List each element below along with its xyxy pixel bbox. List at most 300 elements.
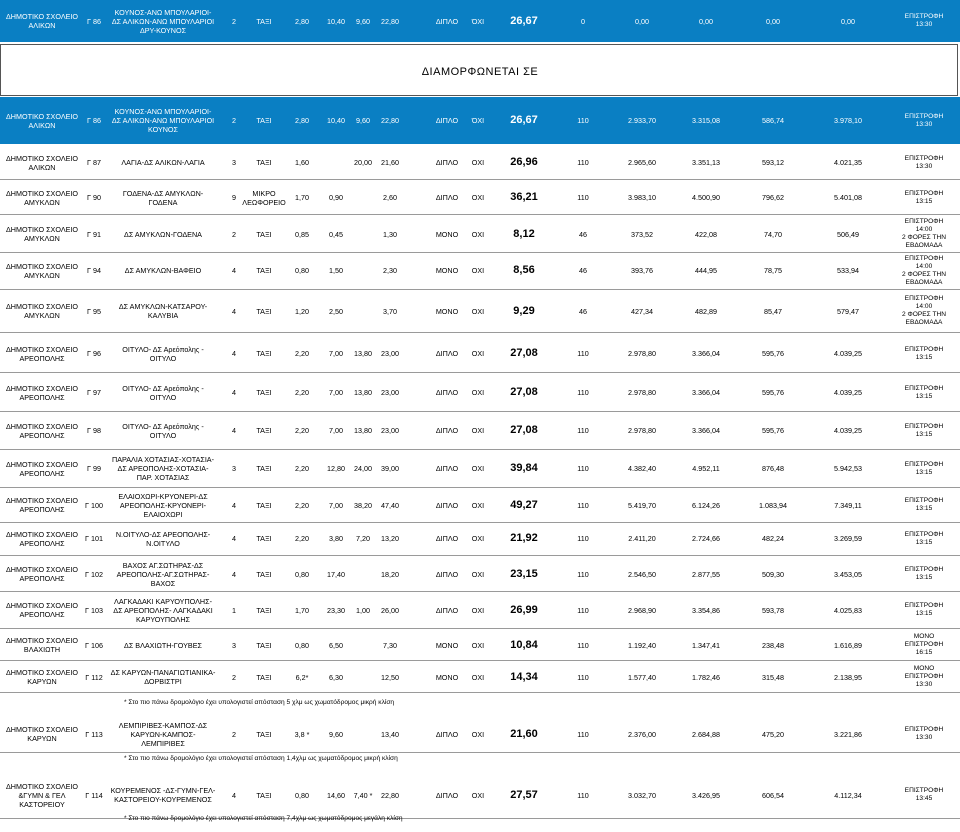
vehicle-type-cell: ΤΑΞΙ — [256, 158, 272, 167]
route-code-cell: Γ 94 — [87, 266, 101, 275]
cost-gross-cell: 3.315,08 — [692, 116, 720, 125]
footnote-1: * Στο πιο πάνω δρομολόγιο έχει υπολογιστεί απόσταση 5 χλμ ως χωματόδρομος μικρή κλίση — [124, 699, 395, 706]
km-col-3: 13,80 — [354, 388, 372, 397]
school-cell: ΔΗΜΟΤΙΚΟ ΣΧΟΛΕΙΟ ΚΑΡΥΩΝ — [6, 725, 78, 743]
cost-vat-cell: 78,75 — [764, 266, 782, 275]
daily-price-cell: 49,27 — [510, 498, 538, 511]
cost-vat-cell: 0,00 — [766, 16, 780, 26]
row-divider — [0, 752, 960, 753]
table-row — [0, 290, 960, 332]
return-time-cell: ΕΠΙΣΤΡΟΦΗ 13:30 — [904, 13, 944, 28]
cost-total-cell: 579,47 — [837, 306, 859, 316]
km-col-2: 23,30 — [327, 605, 345, 615]
km-total-cell: 39,00 — [381, 464, 399, 473]
km-col-1: 2,20 — [295, 388, 309, 397]
km-col-1: 0,80 — [295, 266, 309, 275]
cost-total-cell: 5.942,53 — [834, 464, 862, 473]
escort-cell: ΟΧΙ — [471, 534, 485, 543]
cost-total-cell: 3.269,59 — [834, 534, 862, 543]
school-cell: ΔΗΜΟΤΙΚΟ ΣΧΟΛΕΙΟ ΑΛΙΚΩΝ — [6, 12, 78, 30]
km-col-1: 1,60 — [295, 158, 309, 167]
route-name-cell: ΛΑΓΙΑ-ΔΣ ΑΛΙΚΩΝ-ΛΑΓΙΑ — [121, 158, 205, 167]
cost-vat-cell: 606,54 — [762, 790, 784, 800]
route-name-cell: ΟΙΤΥΛΟ- ΔΣ Αρεόπολης - ΟΙΤΥΛΟ — [122, 344, 204, 363]
km-col-1: 2,80 — [295, 116, 309, 125]
km-col-5 — [404, 374, 430, 411]
vehicle-type-cell: ΤΑΞΙ — [256, 640, 272, 650]
vehicle-type-cell: ΤΑΞΙ — [256, 266, 272, 275]
cost-gross-cell: 1.347,41 — [692, 640, 720, 650]
km-col-5 — [404, 146, 430, 179]
cost-net-cell: 1.577,40 — [628, 672, 656, 682]
route-code-cell: Γ 97 — [87, 388, 101, 397]
km-col-3 — [350, 557, 376, 591]
km-col-2: 6,50 — [329, 640, 343, 650]
days-cell: 46 — [579, 229, 587, 239]
direction-cell: ΔΙΠΛΟ — [435, 500, 459, 510]
km-col-5 — [404, 412, 430, 449]
table-row — [0, 488, 960, 522]
direction-cell: ΔΙΠΛΟ — [435, 158, 459, 167]
daily-price-cell: 23,15 — [510, 567, 538, 580]
cost-vat-cell: 482,24 — [762, 534, 784, 543]
table-row — [0, 216, 960, 252]
days-cell: 110 — [577, 464, 589, 473]
cost-net-cell: 2.376,00 — [628, 729, 656, 739]
km-col-3: 9,60 — [356, 16, 370, 26]
cost-vat-cell: 74,70 — [764, 229, 782, 239]
km-total-cell: 18,20 — [381, 569, 399, 579]
row-divider — [0, 660, 960, 661]
route-code-cell: Γ 112 — [85, 672, 103, 682]
vehicle-type-cell: ΤΑΞΙ — [256, 729, 272, 739]
route-name-cell: ΚΟΥΝΟΣ-ΑΝΩ ΜΠΟΥΛΑΡΙΟΙ- ΔΣ ΑΛΙΚΩΝ-ΑΝΩ ΜΠΟΥΛΑΡΙΟΙ ΚΟΥΝΟΣ — [111, 107, 215, 134]
vehicle-count-cell: 2 — [232, 16, 236, 26]
school-cell: ΔΗΜΟΤΙΚΟ ΣΧΟΛΕΙΟ ΑΡΕΟΠΟΛΗΣ — [6, 459, 78, 478]
km-col-5 — [404, 181, 430, 214]
vehicle-count-cell: 2 — [232, 672, 236, 682]
route-code-cell: Γ 90 — [87, 193, 101, 202]
km-col-3: 20,00 — [354, 158, 372, 167]
km-col-5 — [404, 662, 430, 692]
cost-gross-cell: 3.351,13 — [692, 158, 720, 167]
cost-gross-cell: 444,95 — [695, 266, 717, 275]
cost-total-cell: 4.039,25 — [834, 388, 862, 397]
route-code-cell: Γ 96 — [87, 349, 101, 358]
table-row — [0, 252, 960, 289]
km-col-1: 6,2* — [295, 672, 309, 682]
km-col-2: 14,60 — [327, 790, 345, 800]
escort-cell: ΟΧΙ — [471, 500, 485, 510]
return-time-cell: ΕΠΙΣΤΡΟΦΗ 13:15 — [904, 460, 944, 476]
cost-gross-cell: 3.366,04 — [692, 426, 720, 435]
cost-gross-cell: 0,00 — [699, 16, 713, 26]
cost-net-cell: 2.965,60 — [628, 158, 656, 167]
km-col-2: 17,40 — [327, 569, 345, 579]
km-col-3 — [350, 662, 376, 692]
row-divider — [0, 372, 960, 373]
km-col-2: 7,00 — [329, 426, 343, 435]
school-cell: ΔΗΜΟΤΙΚΟ ΣΧΟΛΕΙΟ ΑΡΕΟΠΟΛΗΣ — [6, 344, 78, 363]
km-col-2: 7,00 — [329, 349, 343, 358]
vehicle-count-cell: 2 — [232, 729, 236, 739]
km-col-3: 38,20 — [354, 500, 372, 510]
table-row — [0, 592, 960, 628]
km-total-cell: 22,80 — [381, 16, 399, 26]
days-cell: 110 — [577, 388, 589, 397]
cost-total-cell: 4.039,25 — [834, 349, 862, 358]
vehicle-count-cell: 4 — [232, 534, 236, 543]
daily-price-cell: 36,21 — [510, 191, 538, 203]
table-row — [0, 522, 960, 555]
km-total-cell: 12,50 — [381, 672, 399, 682]
school-cell: ΔΗΜΟΤΙΚΟ ΣΧΟΛΕΙΟ ΑΛΙΚΩΝ — [6, 111, 78, 130]
school-cell: ΔΗΜΟΤΙΚΟ ΣΧΟΛΕΙΟ ΑΜΥΚΛΩΝ — [6, 261, 78, 280]
return-time-cell: ΜΟΝΟ ΕΠΙΣΤΡΟΦΗ 13:30 — [904, 665, 944, 688]
km-col-5 — [404, 557, 430, 591]
escort-cell: ΟΧΙ — [471, 349, 485, 358]
cost-total-cell: 1.616,89 — [834, 640, 862, 650]
vehicle-type-cell: ΤΑΞΙ — [256, 500, 272, 510]
cost-total-cell: 4.112,34 — [834, 790, 862, 800]
route-code-cell: Γ 98 — [87, 426, 101, 435]
table-row — [0, 374, 960, 411]
km-col-1: 2,20 — [295, 464, 309, 473]
school-cell: ΔΗΜΟΤΙΚΟ ΣΧΟΛΕΙΟ &ΓΥΜΝ & ΓΕΛ ΚΑΣΤΟΡΕΙΟΥ — [6, 781, 78, 809]
vehicle-count-cell: 3 — [232, 640, 236, 650]
km-total-cell: 13,40 — [381, 729, 399, 739]
days-cell: 110 — [577, 500, 589, 510]
school-cell: ΔΗΜΟΤΙΚΟ ΣΧΟΛΕΙΟ ΑΡΕΟΠΟΛΗΣ — [6, 496, 78, 514]
km-col-5 — [404, 488, 430, 522]
km-col-2: 0,90 — [329, 193, 343, 202]
direction-cell: ΜΟΝΟ — [435, 306, 459, 316]
cost-gross-cell: 2.877,55 — [692, 569, 720, 579]
section-heading: ΔΙΑΜΟΡΦΩΝΕΤΑΙ ΣΕ — [421, 66, 539, 78]
km-col-3 — [350, 181, 376, 214]
cost-vat-cell: 595,76 — [762, 388, 784, 397]
escort-cell: ΌΧΙ — [471, 116, 485, 125]
escort-cell: ΟΧΙ — [471, 464, 485, 473]
row-divider — [0, 692, 960, 693]
vehicle-type-cell: ΤΑΞΙ — [256, 569, 272, 579]
vehicle-type-cell: ΤΑΞΙ — [256, 534, 272, 543]
km-col-1: 2,20 — [295, 534, 309, 543]
cost-vat-cell: 85,47 — [764, 306, 782, 316]
direction-cell: ΔΙΠΛΟ — [435, 534, 459, 543]
direction-cell: ΔΙΠΛΟ — [435, 790, 459, 800]
route-name-cell: ΔΣ ΑΜΥΚΛΩΝ-ΓΟΔΕΝΑ — [124, 229, 202, 239]
vehicle-count-cell: 4 — [232, 266, 236, 275]
vehicle-count-cell: 4 — [232, 306, 236, 316]
vehicle-type-cell: ΤΑΞΙ — [256, 426, 272, 435]
daily-price-cell: 26,67 — [510, 14, 538, 27]
cost-vat-cell: 595,76 — [762, 349, 784, 358]
route-code-cell: Γ 86 — [87, 16, 101, 26]
route-code-cell: Γ 99 — [87, 464, 101, 473]
vehicle-type-cell: ΤΑΞΙ — [256, 116, 272, 125]
escort-cell: ΟΧΙ — [471, 229, 485, 239]
daily-price-cell: 21,92 — [510, 532, 538, 544]
km-col-2: 3,80 — [329, 534, 343, 543]
daily-price-cell: 26,67 — [510, 114, 538, 126]
row-divider — [0, 555, 960, 556]
footnote-3: * Στο πιο πάνω δρομολόγιο έχει υπολογιστεί απόσταση 7,4χλμ ως χωματόδρομος μεγάλη κλίση — [124, 815, 403, 822]
return-time-cell: ΕΠΙΣΤΡΟΦΗ 14:00 2 ΦΟΡΕΣ ΤΗΝ ΕΒΔΟΜΑΔΑ — [901, 295, 947, 326]
cost-net-cell: 4.382,40 — [628, 464, 656, 473]
km-col-3: 9,60 — [356, 116, 370, 125]
cost-vat-cell: 1.083,94 — [759, 500, 787, 510]
daily-price-cell: 39,84 — [510, 462, 538, 474]
cost-net-cell: 2.978,80 — [628, 426, 656, 435]
km-total-cell: 13,20 — [381, 534, 399, 543]
route-code-cell: Γ 86 — [87, 116, 101, 125]
route-code-cell: Γ 87 — [87, 158, 101, 167]
route-code-cell: Γ 103 — [85, 605, 103, 615]
cost-total-cell: 4.021,35 — [834, 158, 862, 167]
table-row — [0, 557, 960, 591]
cost-gross-cell: 3.354,86 — [692, 605, 720, 615]
km-col-3 — [350, 630, 376, 660]
km-col-1: 2,20 — [295, 426, 309, 435]
route-name-cell: ΚΟΥΡΕΜΕΝΟΣ -ΔΣ-ΓΥΜΝ-ΓΕΛ- ΚΑΣΤΟΡΕΙΟΥ-ΚΟΥΡΕΜΕΝΟΣ — [110, 786, 216, 804]
return-time-cell: ΕΠΙΣΤΡΟΦΗ 14:00 2 ΦΟΡΕΣ ΤΗΝ ΕΒΔΟΜΑΔΑ — [901, 218, 947, 249]
direction-cell: ΔΙΠΛΟ — [435, 729, 459, 739]
km-col-2: 10,40 — [327, 116, 345, 125]
cost-total-cell: 0,00 — [841, 16, 855, 26]
vehicle-type-cell: ΤΑΞΙ — [256, 464, 272, 473]
km-col-1: 2,20 — [295, 500, 309, 510]
cost-net-cell: 3.032,70 — [628, 790, 656, 800]
km-col-5 — [404, 630, 430, 660]
cost-total-cell: 7.349,11 — [834, 500, 862, 510]
cost-gross-cell: 3.366,04 — [692, 388, 720, 397]
km-col-2: 10,40 — [327, 16, 345, 26]
school-cell: ΔΗΜΟΤΙΚΟ ΣΧΟΛΕΙΟ ΑΡΕΟΠΟΛΗΣ — [6, 529, 78, 548]
daily-price-cell: 27,08 — [510, 424, 538, 436]
school-cell: ΔΗΜΟΤΙΚΟ ΣΧΟΛΕΙΟ ΑΜΥΚΛΩΝ — [6, 225, 78, 243]
route-name-cell: ΔΣ ΑΜΥΚΛΩΝ-ΚΑΤΣΑΡΟΥ- ΚΑΛΥΒΙΑ — [118, 302, 208, 320]
table-row — [0, 146, 960, 179]
km-col-1: 1,70 — [295, 193, 309, 202]
school-cell: ΔΗΜΟΤΙΚΟ ΣΧΟΛΕΙΟ ΑΜΥΚΛΩΝ — [6, 188, 78, 207]
escort-cell: ΌΧΙ — [471, 16, 485, 26]
school-cell: ΔΗΜΟΤΙΚΟ ΣΧΟΛΕΙΟ ΑΡΕΟΠΟΛΗΣ — [6, 565, 78, 583]
table-row — [0, 772, 960, 818]
days-cell: 110 — [577, 116, 589, 125]
table-row — [0, 181, 960, 214]
escort-cell: ΟΧΙ — [471, 605, 485, 615]
school-cell: ΔΗΜΟΤΙΚΟ ΣΧΟΛΕΙΟ ΑΡΕΟΠΟΛΗΣ — [6, 421, 78, 440]
row-divider — [0, 214, 960, 215]
km-col-1: 1,20 — [295, 306, 309, 316]
direction-cell: ΔΙΠΛΟ — [435, 16, 459, 26]
cost-vat-cell: 509,30 — [762, 569, 784, 579]
vehicle-type-cell: ΤΑΞΙ — [256, 388, 272, 397]
cost-net-cell: 0,00 — [635, 16, 649, 26]
cost-net-cell: 1.192,40 — [628, 640, 656, 650]
return-time-cell: ΕΠΙΣΤΡΟΦΗ 13:15 — [904, 422, 944, 438]
escort-cell: ΟΧΙ — [471, 672, 485, 682]
vehicle-count-cell: 9 — [232, 193, 236, 202]
days-cell: 46 — [579, 306, 587, 316]
route-name-cell: ΕΛΑΙΟΧΩΡΙ-ΚΡΥΟΝΕΡΙ-ΔΣ ΑΡΕΟΠΟΛΗΣ-ΚΡΥΟΝΕΡΙ- ΕΛΑΙΟΧΩΡΙ — [118, 491, 208, 519]
km-col-2: 12,80 — [327, 464, 345, 473]
cost-gross-cell: 4.952,11 — [692, 464, 720, 473]
return-time-cell: ΕΠΙΣΤΡΟΦΗ 13:15 — [904, 566, 944, 581]
cost-net-cell: 373,52 — [631, 229, 653, 239]
daily-price-cell: 9,29 — [513, 304, 535, 317]
km-col-3: 7,20 — [356, 534, 370, 543]
route-name-cell: Ν.ΟΙΤΥΛΟ-ΔΣ ΑΡΕΟΠΟΛΗΣ- Ν.ΟΙΤΥΛΟ — [115, 529, 211, 548]
direction-cell: ΔΙΠΛΟ — [435, 349, 459, 358]
route-code-cell: Γ 91 — [87, 229, 101, 239]
escort-cell: ΟΧΙ — [471, 158, 485, 167]
escort-cell: ΟΧΙ — [471, 193, 485, 202]
cost-total-cell: 4.039,25 — [834, 426, 862, 435]
vehicle-type-cell: ΤΑΞΙ — [256, 229, 272, 239]
km-col-1: 0,80 — [295, 790, 309, 800]
route-name-cell: ΔΣ ΑΜΥΚΛΩΝ-ΒΑΦΕΙΟ — [124, 266, 202, 275]
school-cell: ΔΗΜΟΤΙΚΟ ΣΧΟΛΕΙΟ ΑΜΥΚΛΩΝ — [6, 302, 78, 320]
direction-cell: ΔΙΠΛΟ — [435, 116, 459, 125]
table-row — [0, 450, 960, 487]
daily-price-cell: 8,56 — [513, 264, 535, 276]
route-name-cell: ΓΟΔΕΝΑ-ΔΣ ΑΜΥΚΛΩΝ- ΓΟΔΕΝΑ — [122, 188, 204, 207]
cost-gross-cell: 1.782,46 — [692, 672, 720, 682]
days-cell: 110 — [577, 426, 589, 435]
school-cell: ΔΗΜΟΤΙΚΟ ΣΧΟΛΕΙΟ ΑΡΕΟΠΟΛΗΣ — [6, 383, 78, 402]
daily-price-cell: 14,34 — [510, 670, 538, 683]
vehicle-count-cell: 1 — [232, 605, 236, 615]
daily-price-cell: 26,96 — [510, 156, 538, 168]
route-code-cell: Γ 95 — [87, 306, 101, 316]
days-cell: 110 — [577, 193, 589, 202]
km-col-1: 0,80 — [295, 569, 309, 579]
km-col-3 — [350, 716, 376, 752]
cost-vat-cell: 593,78 — [762, 605, 784, 615]
cost-gross-cell: 2.724,66 — [692, 534, 720, 543]
route-name-cell: ΟΙΤΥΛΟ- ΔΣ Αρεόπολης - ΟΙΤΥΛΟ — [122, 383, 204, 402]
vehicle-count-cell: 4 — [232, 790, 236, 800]
days-cell: 110 — [577, 158, 589, 167]
vehicle-count-cell: 2 — [232, 229, 236, 239]
days-cell: 110 — [577, 672, 589, 682]
cost-vat-cell: 586,74 — [762, 116, 784, 125]
route-code-cell: Γ 102 — [85, 569, 103, 579]
cost-gross-cell: 422,08 — [695, 229, 717, 239]
cost-total-cell: 3.221,86 — [834, 729, 862, 739]
km-total-cell: 22,80 — [381, 116, 399, 125]
vehicle-type-cell: ΜΙΚΡΟ ΛΕΩΦΟΡΕΙΟ — [242, 188, 286, 207]
vehicle-count-cell: 4 — [232, 426, 236, 435]
km-col-2: 7,00 — [329, 388, 343, 397]
km-col-5 — [404, 252, 430, 289]
cost-net-cell: 2.978,80 — [628, 349, 656, 358]
footnote-2: * Στο πιο πάνω δρομολόγιο έχει υπολογιστεί απόσταση 1,4χλμ ως χωματόδρομος μικρή κλίση — [124, 755, 398, 762]
escort-cell: ΟΧΙ — [471, 729, 485, 739]
cost-total-cell: 3.453,05 — [834, 569, 862, 579]
direction-cell: ΔΙΠΛΟ — [435, 569, 459, 579]
cost-vat-cell: 593,12 — [762, 158, 784, 167]
km-col-5 — [404, 592, 430, 628]
vehicle-type-cell: ΤΑΞΙ — [256, 16, 272, 26]
cost-total-cell: 3.978,10 — [834, 116, 862, 125]
cost-net-cell: 5.419,70 — [628, 500, 656, 510]
km-total-cell: 1,30 — [383, 229, 397, 239]
cost-vat-cell: 595,76 — [762, 426, 784, 435]
direction-cell: ΜΟΝΟ — [435, 266, 459, 275]
km-col-5 — [404, 0, 430, 42]
km-col-1: 2,20 — [295, 349, 309, 358]
cost-net-cell: 2.968,90 — [628, 605, 656, 615]
km-total-cell: 23,00 — [381, 426, 399, 435]
daily-price-cell: 26,99 — [510, 603, 538, 616]
escort-cell: ΟΧΙ — [471, 640, 485, 650]
route-name-cell: ΛΑΓΚΑΔΑΚΙ ΚΑΡΥΟΥΠΟΛΗΣ- ΔΣ ΑΡΕΟΠΟΛΗΣ- ΛΑΓΚΑΔΑΚΙ ΚΑΡΥΟΥΠΟΛΗΣ — [113, 596, 213, 624]
cost-net-cell: 427,34 — [631, 306, 653, 316]
route-name-cell: ΒΑΧΟΣ ΑΓ.ΣΩΤΗΡΑΣ-ΔΣ ΑΡΕΟΠΟΛΗΣ-ΑΓ.ΣΩΤΗΡΑΣ- ΒΑΧΟΣ — [116, 560, 210, 588]
escort-cell: ΟΧΙ — [471, 388, 485, 397]
route-name-cell: ΔΣ ΒΛΑΧΙΩΤΗ-ΓΟΥΒΕΣ — [124, 640, 202, 650]
return-time-cell: ΕΠΙΣΤΡΟΦΗ 14:00 2 ΦΟΡΕΣ ΤΗΝ ΕΒΔΟΜΑΔΑ — [901, 254, 947, 286]
cost-vat-cell: 796,62 — [762, 193, 784, 202]
return-time-cell: ΕΠΙΣΤΡΟΦΗ 13:15 — [904, 497, 944, 512]
km-col-2 — [322, 146, 350, 179]
km-col-3: 13,80 — [354, 349, 372, 358]
table-row — [0, 630, 960, 660]
cost-vat-cell: 315,48 — [762, 672, 784, 682]
km-col-2: 2,50 — [329, 306, 343, 316]
cost-net-cell: 2.933,70 — [628, 116, 656, 125]
km-col-3: 7,40 * — [353, 790, 373, 800]
km-total-cell: 23,00 — [381, 388, 399, 397]
table-row — [0, 335, 960, 372]
km-col-1: 0,85 — [295, 229, 309, 239]
km-col-5 — [404, 522, 430, 555]
cost-gross-cell: 2.684,88 — [692, 729, 720, 739]
escort-cell: ΟΧΙ — [471, 306, 485, 316]
route-name-cell: ΠΑΡΑΛΙΑ ΧΟΤΑΣΙΑΣ-ΧΟΤΑΣΙΑ- ΔΣ ΑΡΕΟΠΟΛΗΣ-ΧΟΤΑΣΙΑ- ΠΑΡ. ΧΟΤΑΣΙΑΣ — [112, 455, 214, 482]
direction-cell: ΔΙΠΛΟ — [435, 605, 459, 615]
return-time-cell: ΕΠΙΣΤΡΟΦΗ 13:15 — [904, 384, 944, 400]
days-cell: 110 — [577, 640, 589, 650]
days-cell: 110 — [577, 729, 589, 739]
route-code-cell: Γ 106 — [85, 640, 103, 650]
cost-gross-cell: 4.500,90 — [692, 193, 720, 202]
school-cell: ΔΗΜΟΤΙΚΟ ΣΧΟΛΕΙΟ ΚΑΡΥΩΝ — [6, 668, 78, 686]
km-total-cell: 23,00 — [381, 349, 399, 358]
km-total-cell: 7,30 — [383, 640, 397, 650]
cost-net-cell: 2.546,50 — [628, 569, 656, 579]
school-cell: ΔΗΜΟΤΙΚΟ ΣΧΟΛΕΙΟ ΑΛΙΚΩΝ — [6, 153, 78, 172]
route-code-cell: Γ 100 — [85, 500, 103, 510]
km-col-2: 7,00 — [329, 500, 343, 510]
cost-gross-cell: 6.124,26 — [692, 500, 720, 510]
route-code-cell: Γ 114 — [85, 790, 103, 800]
route-name-cell: ΟΙΤΥΛΟ- ΔΣ Αρεόπολης - ΟΙΤΥΛΟ — [122, 421, 204, 440]
days-cell: 110 — [577, 569, 589, 579]
km-col-3 — [350, 252, 376, 289]
days-cell: 0 — [581, 16, 585, 26]
school-cell: ΔΗΜΟΤΙΚΟ ΣΧΟΛΕΙΟ ΒΛΑΧΙΩΤΗ — [6, 636, 78, 654]
row-divider — [0, 179, 960, 180]
days-cell: 110 — [577, 605, 589, 615]
days-cell: 110 — [577, 790, 589, 800]
km-col-1: 1,70 — [295, 605, 309, 615]
route-code-cell: Γ 113 — [85, 729, 103, 739]
direction-cell: ΜΟΝΟ — [435, 640, 459, 650]
